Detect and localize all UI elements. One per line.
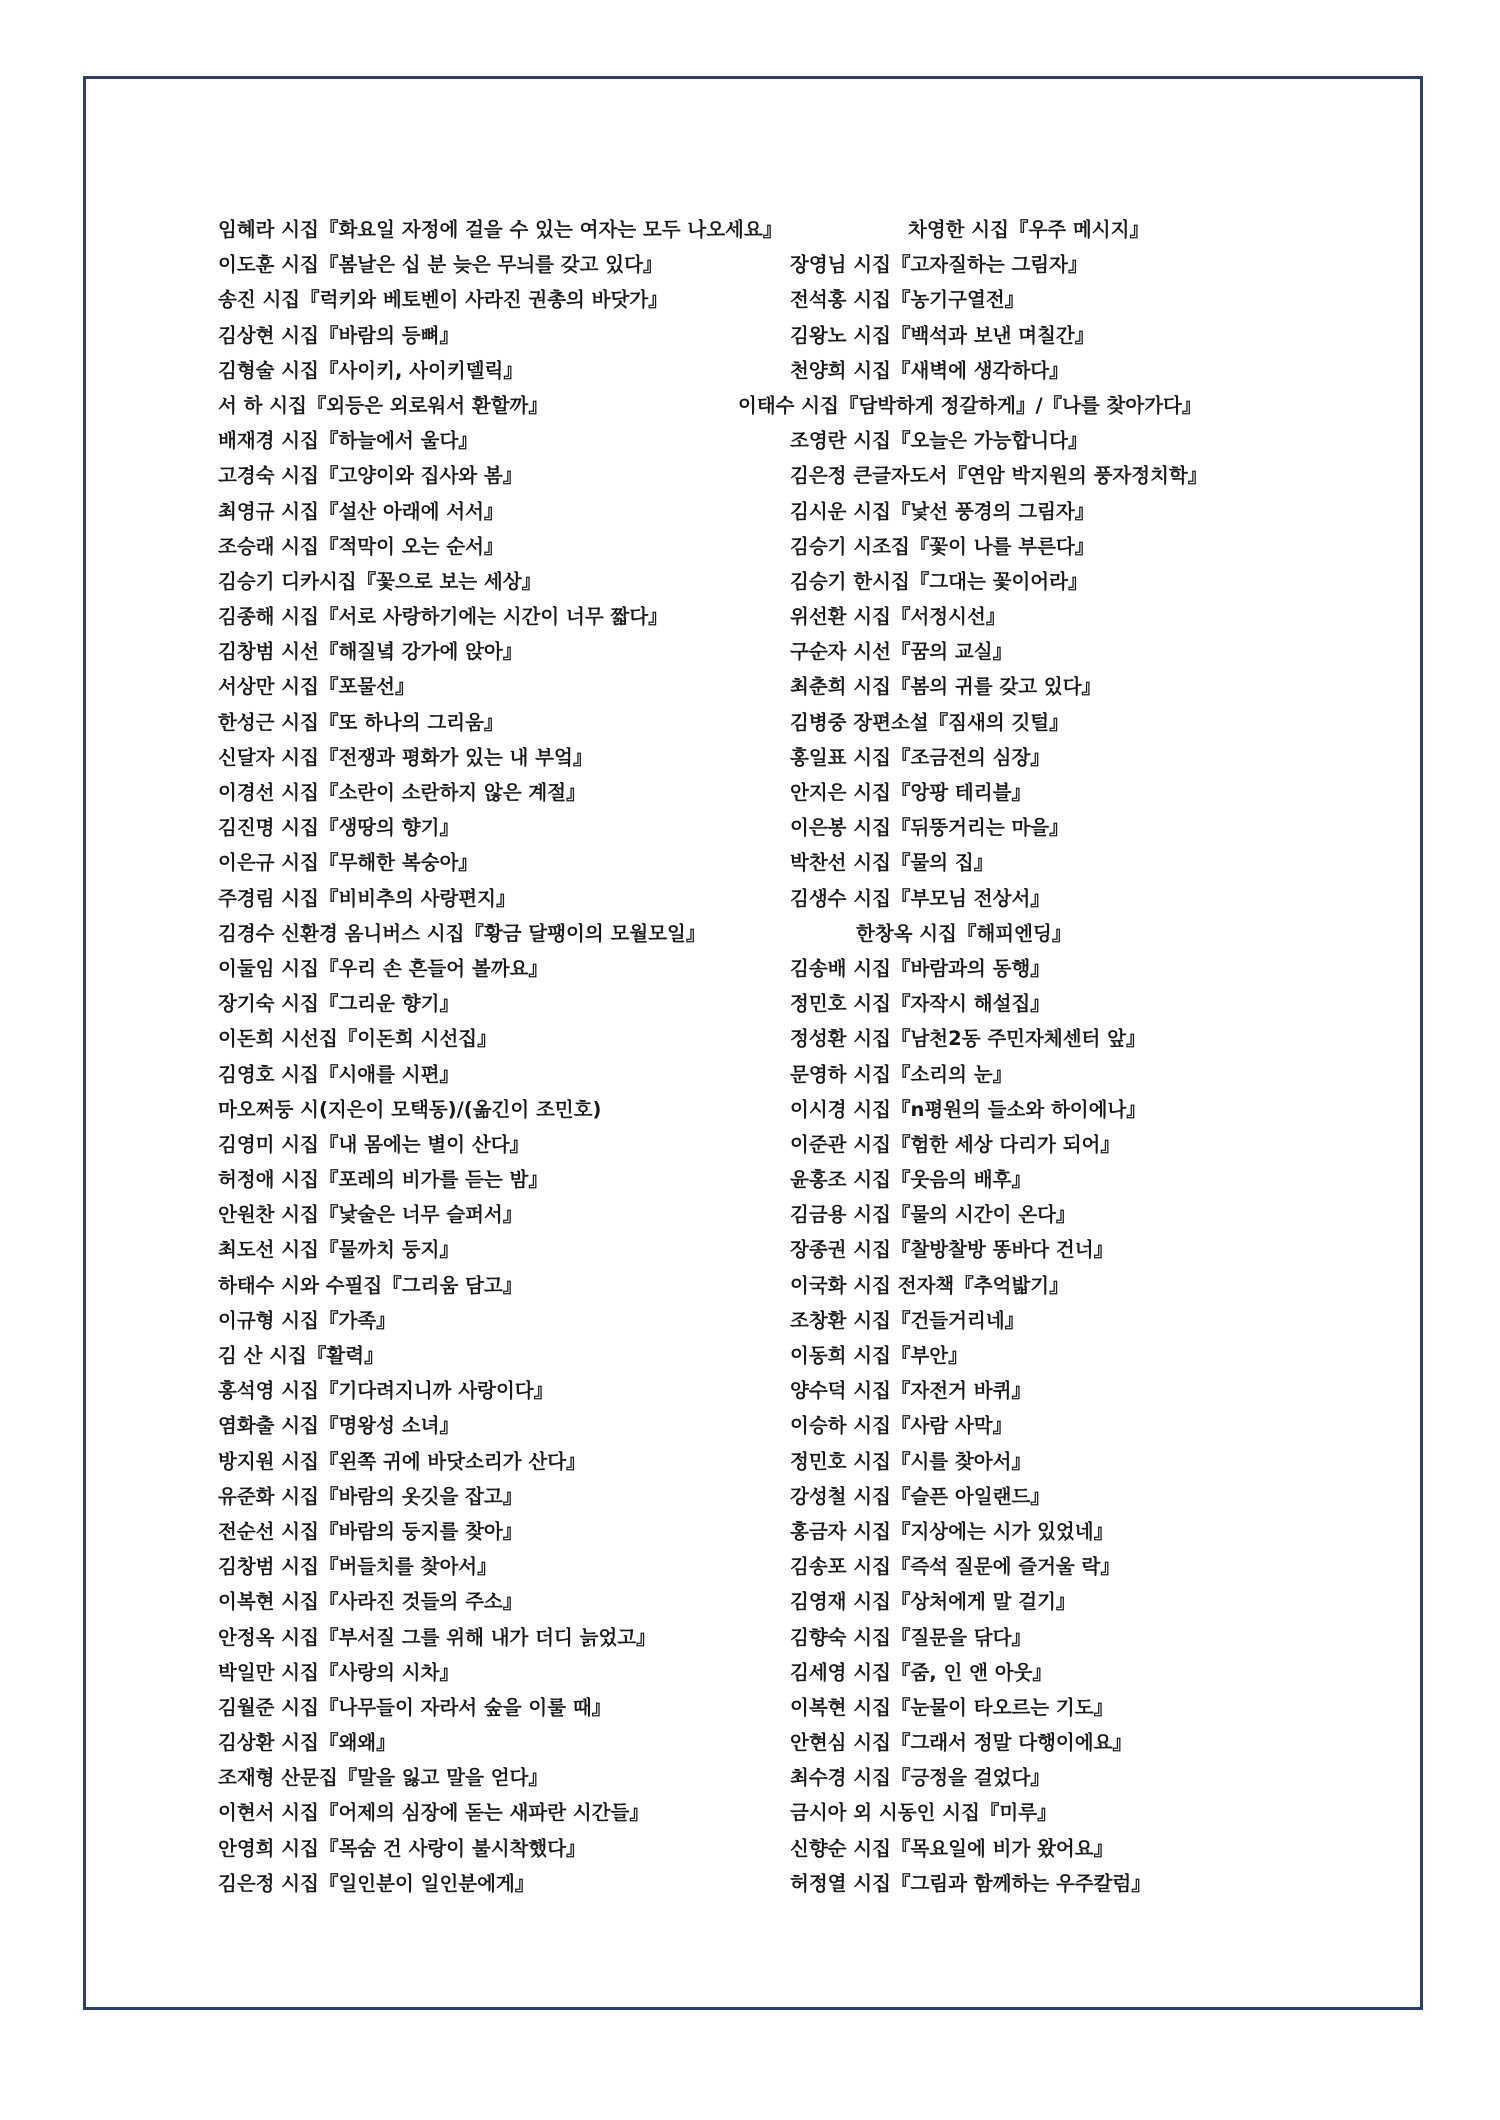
entry-left: 김경수 신환경 옴니버스 시집『황금 달팽이의 모월모일』 xyxy=(218,921,706,945)
list-row xyxy=(218,1092,1318,1127)
list-row xyxy=(218,1584,1318,1619)
list-row xyxy=(218,247,1318,282)
entry-right: 신향순 시집『목요일에 비가 왔어요』 xyxy=(790,1836,1114,1860)
entry-left: 하태수 시와 수필집『그리움 담고』 xyxy=(218,1273,523,1297)
list-row xyxy=(218,212,1318,247)
list-row xyxy=(218,353,1318,388)
entry-right: 이동희 시집『부안』 xyxy=(790,1344,968,1367)
list-row xyxy=(218,1197,1318,1232)
entry-left: 김영미 시집『내 몸에는 별이 산다』 xyxy=(218,1132,530,1156)
entry-left: 김월준 시집『나무들이 자라서 숲을 이룰 때』 xyxy=(218,1695,612,1719)
entry-left: 서 하 시집『외등은 외로워서 환할까』 xyxy=(218,393,548,417)
entry-left: 고경숙 시집『고양이와 집사와 봄』 xyxy=(218,464,523,488)
entry-right: 최춘희 시집『봄의 귀를 갖고 있다』 xyxy=(790,675,1102,699)
list-row xyxy=(218,951,1318,986)
entry-left: 이현서 시집『어제의 심장에 돋는 새파란 시간들』 xyxy=(218,1801,649,1825)
entry-left: 이도훈 시집『봄날은 십 분 늦은 무늬를 갖고 있다』 xyxy=(218,253,663,277)
entry-left: 김은정 시집『일인분이 일인분에게』 xyxy=(218,1871,535,1895)
entry-left: 송진 시집『럭키와 베토벤이 사라진 권총의 바닷가』 xyxy=(218,288,668,312)
entry-left: 이돈희 시선집『이돈희 시선집』 xyxy=(218,1027,497,1051)
entry-right: 김송배 시집『바람과의 동행』 xyxy=(790,956,1050,980)
entry-right: 금시아 외 시동인 시집『미루』 xyxy=(790,1801,1057,1825)
entry-left: 조재형 산문집『말을 잃고 말을 얻다』 xyxy=(218,1766,548,1790)
entry-right: 전석홍 시집『농기구열전』 xyxy=(790,288,1025,312)
book-list xyxy=(218,212,1318,1901)
entry-left: 서상만 시집『포물선』 xyxy=(218,675,415,699)
entry-left: 조승래 시집『적막이 오는 순서』 xyxy=(218,534,504,558)
entry-right: 한창옥 시집『해피엔딩』 xyxy=(856,921,1072,945)
entry-left: 홍석영 시집『기다려지니까 사랑이다』 xyxy=(218,1379,554,1403)
list-row xyxy=(218,810,1318,845)
entry-right: 조영란 시집『오늘은 가능합니다』 xyxy=(790,429,1088,453)
entry-right: 이시경 시집『n평원의 들소와 하이에나』 xyxy=(790,1097,1146,1121)
entry-left: 방지원 시집『왼쪽 귀에 바닷소리가 산다』 xyxy=(218,1449,586,1473)
entry-right: 정민호 시집『시를 찾아서』 xyxy=(790,1449,1031,1473)
list-row xyxy=(218,1549,1318,1584)
list-row xyxy=(218,1408,1318,1443)
list-row xyxy=(218,318,1318,353)
entry-left: 마오쩌둥 시(지은이 모택동)/(옮긴이 조민호) xyxy=(218,1097,602,1121)
entry-right: 조창환 시집『건들거리네』 xyxy=(790,1308,1025,1332)
entry-left: 안영희 시집『목숨 건 사랑이 불시착했다』 xyxy=(218,1836,586,1860)
entry-right: 천양희 시집『새벽에 생각하다』 xyxy=(790,358,1069,382)
entry-left: 이복현 시집『사라진 것들의 주소』 xyxy=(218,1590,523,1614)
list-row xyxy=(218,1690,1318,1725)
list-row xyxy=(218,1620,1318,1655)
entry-left: 주경림 시집『비비추의 사랑편지』 xyxy=(218,886,516,910)
entry-left: 김형술 시집『사이키, 사이키델릭』 xyxy=(218,358,523,382)
list-row xyxy=(218,564,1318,599)
entry-right: 김세영 시집『줌, 인 앤 아웃』 xyxy=(790,1660,1052,1684)
list-row xyxy=(218,494,1318,529)
list-row xyxy=(218,1162,1318,1197)
entry-right: 정성환 시집『남천2동 주민자체센터 앞』 xyxy=(790,1027,1146,1051)
list-row xyxy=(218,599,1318,634)
entry-right: 장영님 시집『고자질하는 그림자』 xyxy=(790,253,1088,277)
entry-right: 강성철 시집『슬픈 아일랜드』 xyxy=(790,1484,1050,1508)
entry-right: 차영한 시집『우주 메시지』 xyxy=(908,218,1149,241)
entry-left: 이경선 시집『소란이 소란하지 않은 계절』 xyxy=(218,781,586,804)
entry-right: 구순자 시선『꿈의 교실』 xyxy=(790,640,1013,664)
entry-right: 김영재 시집『상처에게 말 걸기』 xyxy=(790,1590,1076,1614)
list-row xyxy=(218,1795,1318,1830)
entry-right: 위선환 시집『서정시선』 xyxy=(790,605,1006,629)
entry-right: 이승하 시집『사람 사막』 xyxy=(790,1414,1013,1438)
entry-left: 한성근 시집『또 하나의 그리움』 xyxy=(218,710,504,734)
list-row xyxy=(218,1338,1318,1373)
entry-left: 신달자 시집『전쟁과 평화가 있는 내 부엌』 xyxy=(218,745,593,769)
entry-left: 이규형 시집『가족』 xyxy=(218,1308,396,1332)
entry-right: 이태수 시집『담박하게 정갈하게』/『나를 찾아가다』 xyxy=(738,393,1202,417)
entry-right: 홍금자 시집『지상에는 시가 있었네』 xyxy=(790,1519,1114,1543)
entry-right: 이복현 시집『눈물이 타오르는 기도』 xyxy=(790,1695,1114,1719)
entry-right: 김왕노 시집『백석과 보낸 며칠간』 xyxy=(790,323,1095,347)
entry-right: 이준관 시집『험한 세상 다리가 되어』 xyxy=(790,1132,1120,1156)
entry-left: 안정옥 시집『부서질 그를 위해 내가 더디 늙었고』 xyxy=(218,1625,656,1649)
list-row xyxy=(218,986,1318,1021)
list-row xyxy=(218,669,1318,704)
list-row xyxy=(218,529,1318,564)
list-row xyxy=(218,1479,1318,1514)
list-row xyxy=(218,1444,1318,1479)
entry-right: 김송포 시집『즉석 질문에 즐거울 락』 xyxy=(790,1555,1120,1579)
list-row xyxy=(218,1232,1318,1267)
list-row xyxy=(218,1373,1318,1408)
entry-left: 김종해 시집『서로 사랑하기에는 시간이 너무 짧다』 xyxy=(218,605,668,629)
entry-right: 이은봉 시집『뒤뚱거리는 마을』 xyxy=(790,816,1069,840)
list-row xyxy=(218,1760,1318,1795)
entry-left: 임혜라 시집『화요일 자정에 걸을 수 있는 여자는 모두 나오세요』 xyxy=(218,218,783,241)
list-row xyxy=(218,1831,1318,1866)
entry-right: 장종권 시집『찰방찰방 똥바다 건너』 xyxy=(790,1238,1114,1262)
list-row xyxy=(218,388,1318,423)
entry-left: 박일만 시집『사랑의 시차』 xyxy=(218,1660,459,1684)
list-row xyxy=(218,881,1318,916)
list-row xyxy=(218,458,1318,493)
entry-left: 최영규 시집『설산 아래에 서서』 xyxy=(218,499,504,523)
list-row xyxy=(218,1127,1318,1162)
entry-left: 안원찬 시집『낯술은 너무 슬퍼서』 xyxy=(218,1203,523,1227)
entry-left: 김상현 시집『바람의 등뼈』 xyxy=(218,323,459,347)
entry-left: 이둘임 시집『우리 손 흔들어 볼까요』 xyxy=(218,956,548,980)
entry-right: 양수덕 시집『자전거 바퀴』 xyxy=(790,1379,1031,1403)
list-row xyxy=(218,1268,1318,1303)
list-row xyxy=(218,1514,1318,1549)
entry-right: 안지은 시집『앙팡 테리블』 xyxy=(790,781,1031,804)
entry-left: 배재경 시집『하늘에서 울다』 xyxy=(218,429,478,453)
entry-right: 안현심 시집『그래서 정말 다행이에요』 xyxy=(790,1731,1132,1755)
entry-left: 유준화 시집『바람의 옷깃을 잡고』 xyxy=(218,1484,523,1508)
entry-left: 염화출 시집『명왕성 소녀』 xyxy=(218,1414,459,1438)
list-row xyxy=(218,634,1318,669)
list-row xyxy=(218,1303,1318,1338)
entry-left: 김승기 디카시집『꽃으로 보는 세상』 xyxy=(218,569,542,593)
list-row xyxy=(218,1021,1318,1056)
entry-left: 김 산 시집『활력』 xyxy=(218,1344,384,1367)
entry-right: 최수경 시집『긍정을 걸었다』 xyxy=(790,1766,1050,1790)
entry-right: 김시운 시집『낯선 풍경의 그림자』 xyxy=(790,499,1095,523)
list-row xyxy=(218,740,1318,775)
entry-right: 이국화 시집 전자책『추억밟기』 xyxy=(790,1273,1069,1297)
list-row xyxy=(218,282,1318,317)
entry-left: 김상환 시집『왜왜』 xyxy=(218,1731,396,1755)
list-row xyxy=(218,1725,1318,1760)
entry-right: 김향숙 시집『질문을 닦다』 xyxy=(790,1625,1031,1649)
list-row xyxy=(218,916,1318,951)
entry-left: 김창범 시선『해질녘 강가에 앉아』 xyxy=(218,640,523,664)
entry-left: 장기숙 시집『그리운 향기』 xyxy=(218,992,459,1016)
entry-right: 문영하 시집『소리의 눈』 xyxy=(790,1062,1013,1086)
entry-right: 박찬선 시집『물의 집』 xyxy=(790,851,994,875)
entry-right: 정민호 시집『자작시 해설집』 xyxy=(790,992,1050,1016)
list-row xyxy=(218,845,1318,880)
entry-right: 허정열 시집『그림과 함께하는 우주칼럼』 xyxy=(790,1871,1151,1895)
entry-right: 김승기 한시집『그대는 꽃이어라』 xyxy=(790,569,1088,593)
entry-right: 홍일표 시집『조금전의 심장』 xyxy=(790,745,1050,769)
list-row xyxy=(218,705,1318,740)
list-row xyxy=(218,775,1318,810)
entry-right: 김은정 큰글자도서『연암 박지원의 풍자정치학』 xyxy=(790,464,1208,488)
entry-left: 김창범 시집『버들치를 찾아서』 xyxy=(218,1555,497,1579)
list-row xyxy=(218,423,1318,458)
list-row xyxy=(218,1866,1318,1901)
entry-right: 윤홍조 시집『웃음의 배후』 xyxy=(790,1168,1031,1192)
list-row xyxy=(218,1057,1318,1092)
list-row xyxy=(218,1655,1318,1690)
entry-left: 김영호 시집『시애를 시편』 xyxy=(218,1062,459,1086)
entry-left: 전순선 시집『바람의 둥지를 찾아』 xyxy=(218,1519,523,1543)
entry-left: 최도선 시집『물까치 둥지』 xyxy=(218,1238,459,1262)
entry-right: 김병중 장편소설『짐새의 깃털』 xyxy=(790,710,1069,734)
entry-left: 이은규 시집『무해한 복숭아』 xyxy=(218,851,478,875)
entry-right: 김생수 시집『부모님 전상서』 xyxy=(790,886,1050,910)
entry-left: 허정애 시집『포레의 비가를 듣는 밤』 xyxy=(218,1168,548,1192)
entry-left: 김진명 시집『생땅의 향기』 xyxy=(218,816,459,840)
entry-right: 김승기 시조집『꽃이 나를 부른다』 xyxy=(790,534,1095,558)
entry-right: 김금용 시집『물의 시간이 온다』 xyxy=(790,1203,1076,1227)
